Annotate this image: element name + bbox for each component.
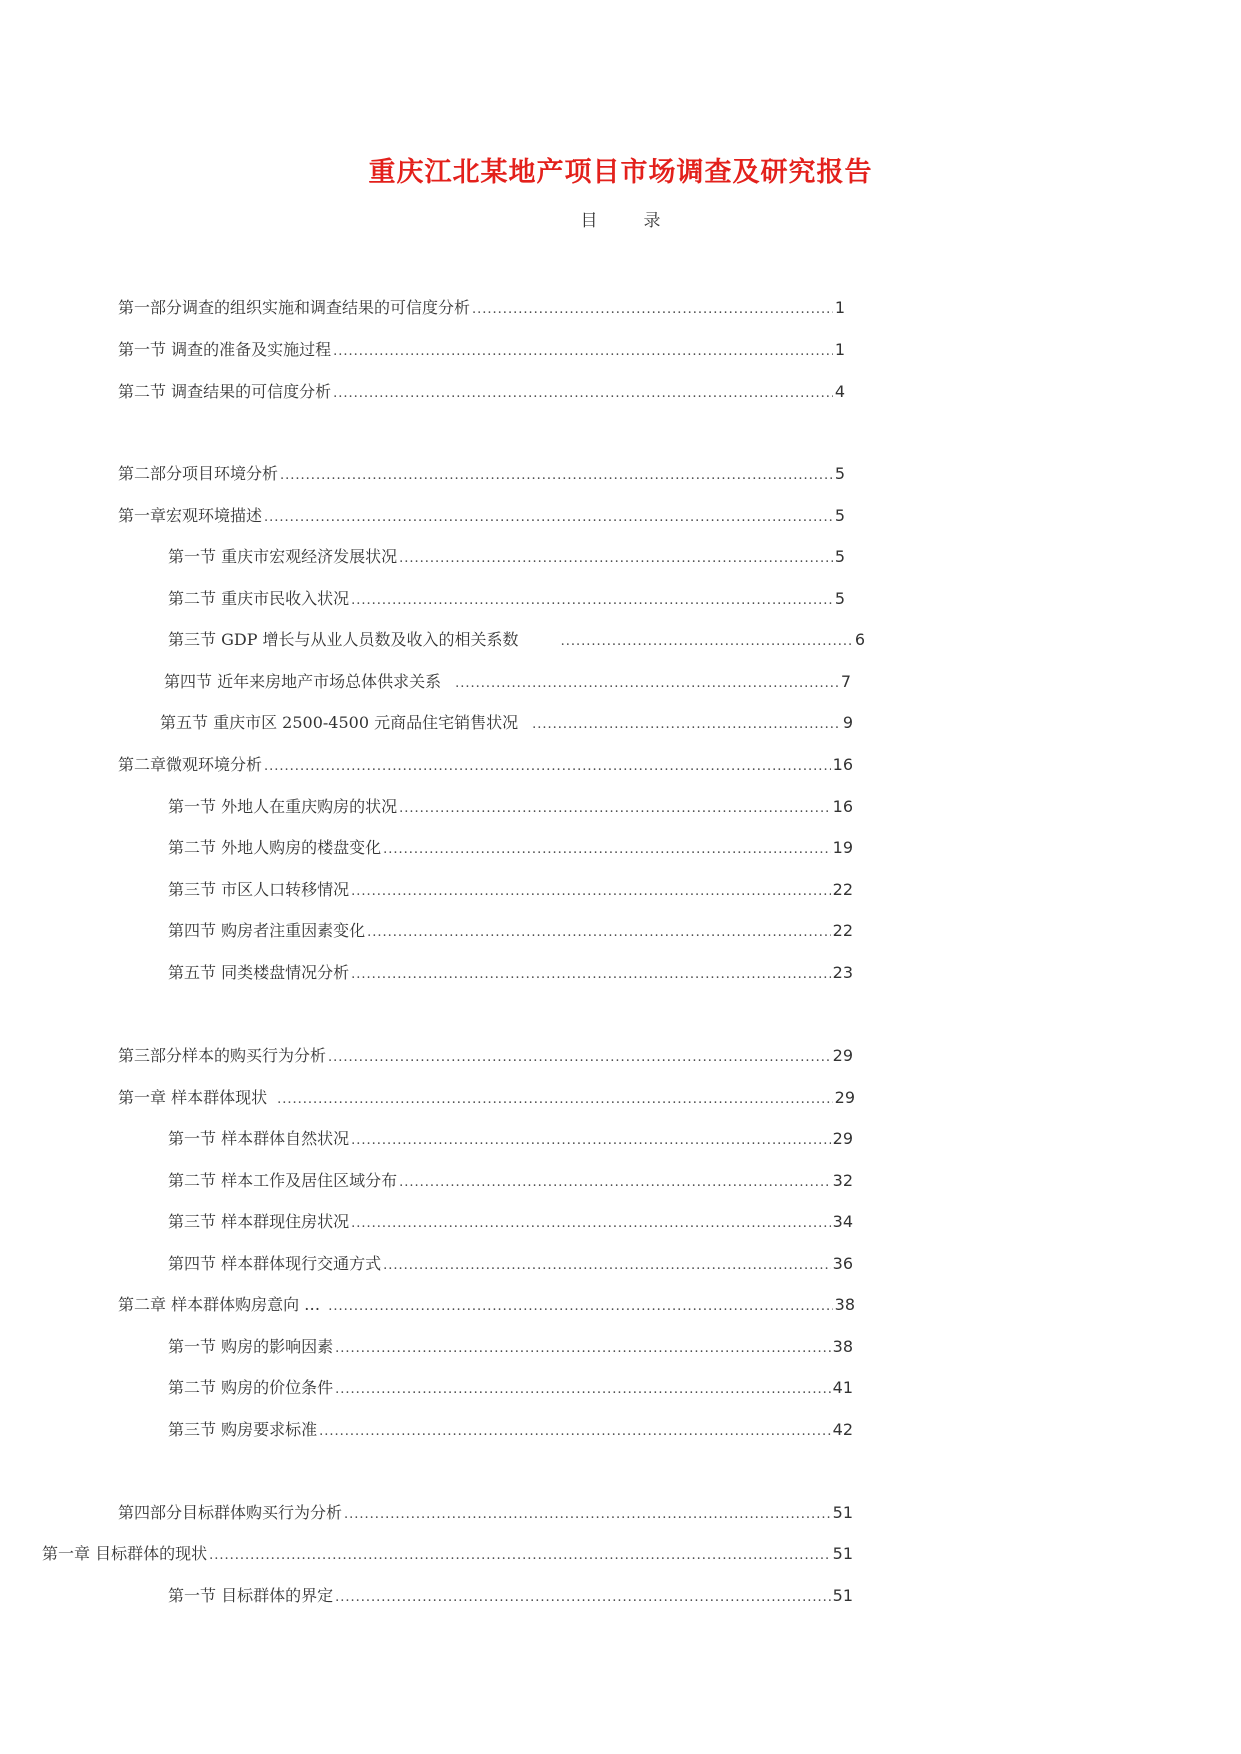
- toc-entry[interactable]: [168, 630, 865, 650]
- toc-entry[interactable]: [168, 1171, 853, 1191]
- toc-entry[interactable]: [160, 713, 853, 733]
- document-title: 重庆江北某地产项目市场调查及研究报告: [368, 157, 873, 188]
- toc-entry[interactable]: [118, 382, 845, 402]
- toc-entry-label: 第二章微观环境分析: [118, 755, 263, 774]
- toc-entry[interactable]: [118, 464, 845, 484]
- toc-leader-dots: [351, 591, 833, 611]
- toc-entry[interactable]: [168, 963, 853, 983]
- toc-leader-dots: [367, 923, 831, 943]
- toc-leader-dots: [472, 300, 833, 320]
- toc-leader-dots: [351, 1131, 831, 1151]
- toc-entry-page: 5: [834, 589, 845, 608]
- toc-entry[interactable]: [42, 1544, 853, 1564]
- toc-entry-label: 第五节 同类楼盘情况分析: [168, 963, 350, 982]
- toc-leader-dots: [399, 799, 831, 819]
- toc-entry-label: 第二节 样本工作及居住区域分布: [168, 1171, 398, 1190]
- toc-entry[interactable]: [118, 298, 845, 318]
- toc-entry-label: 第三节 GDP 增长与从业人员数及收入的相关系数: [168, 630, 519, 649]
- toc-entry-label: 第一节 外地人在重庆购房的状况: [168, 797, 398, 816]
- toc-leader-dots: [351, 1214, 831, 1234]
- toc-entry-label: 第一节 购房的影响因素: [168, 1337, 334, 1356]
- toc-leader-dots: [383, 840, 831, 860]
- toc-entry-label: 第五节 重庆市区 2500-4500 元商品住宅销售状况: [160, 713, 519, 732]
- toc-leader-dots: [561, 632, 853, 652]
- toc-leader-dots: [532, 715, 841, 735]
- toc-leader-dots: [399, 549, 833, 569]
- toc-entry-page: 4: [834, 382, 845, 401]
- toc-entry-page: 1: [834, 298, 845, 317]
- toc-entry-label: 第一部分调查的组织实施和调查结果的可信度分析: [118, 298, 471, 317]
- toc-leader-dots: [209, 1546, 831, 1566]
- toc-entry[interactable]: [118, 1503, 853, 1523]
- toc-entry[interactable]: [168, 1129, 853, 1149]
- toc-entry[interactable]: [168, 797, 853, 817]
- toc-entry-label: 第一章 目标群体的现状: [42, 1544, 208, 1563]
- toc-leader-dots: [319, 1422, 831, 1442]
- toc-leader-dots: [280, 466, 833, 486]
- toc-entry[interactable]: [118, 755, 853, 775]
- toc-entry-label: 第一节 调查的准备及实施过程: [118, 340, 332, 359]
- toc-entry-label: 第一章宏观环境描述: [118, 506, 263, 525]
- toc-entry-page: 41: [832, 1378, 853, 1397]
- toc-leader-dots: [277, 1090, 833, 1110]
- toc-entry[interactable]: [118, 506, 845, 526]
- toc-leader-dots: [335, 1588, 831, 1608]
- toc-entry-page: 16: [832, 755, 853, 774]
- toc-entry-page: 38: [832, 1337, 853, 1356]
- toc-entry-label: 第二节 重庆市民收入状况: [168, 589, 350, 608]
- toc-entry-label: 第四节 样本群体现行交通方式: [168, 1254, 382, 1273]
- toc-entry-page: 51: [832, 1586, 853, 1605]
- toc-entry[interactable]: [164, 672, 851, 692]
- toc-leader-dots: [399, 1173, 831, 1193]
- toc-leader-dots: [264, 508, 833, 528]
- toc-entry-label: 第一节 样本群体自然状况: [168, 1129, 350, 1148]
- toc-leader-dots: [344, 1505, 831, 1525]
- toc-entry-label: 第一节 重庆市宏观经济发展状况: [168, 547, 398, 566]
- toc-entry-label: 第二节 调查结果的可信度分析: [118, 382, 332, 401]
- toc-entry-label: 第四节 购房者注重因素变化: [168, 921, 366, 940]
- toc-entry-page: 19: [832, 838, 853, 857]
- toc-entry-label: 第三节 市区人口转移情况: [168, 880, 350, 899]
- toc-entry[interactable]: [168, 838, 853, 858]
- toc-entry[interactable]: [168, 1254, 853, 1274]
- toc-entry-label: 第三节 购房要求标准: [168, 1420, 318, 1439]
- toc-entry-page: 5: [834, 547, 845, 566]
- toc-entry-page: 9: [842, 713, 853, 732]
- toc-entry-label: 第一章 样本群体现状: [118, 1088, 268, 1107]
- toc-entry-page: 29: [834, 1088, 855, 1107]
- toc-entry[interactable]: [118, 1046, 853, 1066]
- toc-entry[interactable]: [168, 1337, 853, 1357]
- toc-entry[interactable]: [168, 547, 845, 567]
- toc-entry[interactable]: [168, 1586, 853, 1606]
- toc-entry-page: 32: [832, 1171, 853, 1190]
- toc-entry-page: 42: [832, 1420, 853, 1439]
- toc-entry-page: 38: [834, 1295, 855, 1314]
- toc-leader-dots: [335, 1339, 831, 1359]
- toc-entry-label: 第四部分目标群体购买行为分析: [118, 1503, 343, 1522]
- toc-entry-page: 23: [832, 963, 853, 982]
- toc-entry-page: 34: [832, 1212, 853, 1231]
- toc-leader-dots: [335, 1380, 831, 1400]
- toc-entry-page: 16: [832, 797, 853, 816]
- toc-leader-dots: [351, 965, 831, 985]
- toc-entry[interactable]: [118, 1088, 855, 1108]
- toc-entry-page: 6: [854, 630, 865, 649]
- toc-entry[interactable]: [168, 921, 853, 941]
- toc-entry-label: 第四节 近年来房地产市场总体供求关系: [164, 672, 442, 691]
- toc-entry-page: 7: [840, 672, 851, 691]
- toc-entry-label: 第一节 目标群体的界定: [168, 1586, 334, 1605]
- toc-entry-page: 5: [834, 506, 845, 525]
- toc-entry-page: 22: [832, 880, 853, 899]
- toc-heading: 目录: [580, 211, 707, 231]
- toc-entry-page: 29: [832, 1129, 853, 1148]
- toc-entry-label: 第三节 样本群现住房状况: [168, 1212, 350, 1231]
- toc-entry-page: 36: [832, 1254, 853, 1273]
- toc-entry[interactable]: [168, 1420, 853, 1440]
- toc-leader-dots: [383, 1256, 831, 1276]
- toc-entry-page: 1: [834, 340, 845, 359]
- toc-entry-label: 第二部分项目环境分析: [118, 464, 279, 483]
- toc-entry[interactable]: [168, 589, 845, 609]
- toc-entry[interactable]: [118, 340, 845, 360]
- toc-leader-dots: [351, 882, 831, 902]
- toc-entry-page: 51: [832, 1544, 853, 1563]
- toc-entry-label: 第二节 外地人购房的楼盘变化: [168, 838, 382, 857]
- toc-leader-dots: [328, 1048, 831, 1068]
- toc-entry[interactable]: [168, 880, 853, 900]
- toc-entry-page: 29: [832, 1046, 853, 1065]
- toc-leader-dots: [333, 384, 833, 404]
- toc-leader-dots: [333, 342, 833, 362]
- toc-leader-dots: [328, 1297, 832, 1317]
- toc-entry-page: 22: [832, 921, 853, 940]
- toc-entry-page: 5: [834, 464, 845, 483]
- toc-leader-dots: [264, 757, 831, 777]
- toc-entry[interactable]: [168, 1378, 853, 1398]
- toc-entry-label: 第三部分样本的购买行为分析: [118, 1046, 327, 1065]
- toc-entry[interactable]: [168, 1212, 853, 1232]
- toc-entry[interactable]: [118, 1295, 855, 1315]
- toc-entry-label: 第二节 购房的价位条件: [168, 1378, 334, 1397]
- toc-entry-page: 51: [832, 1503, 853, 1522]
- toc-entry-label: 第二章 样本群体购房意向 …: [118, 1295, 321, 1314]
- toc-leader-dots: [455, 674, 839, 694]
